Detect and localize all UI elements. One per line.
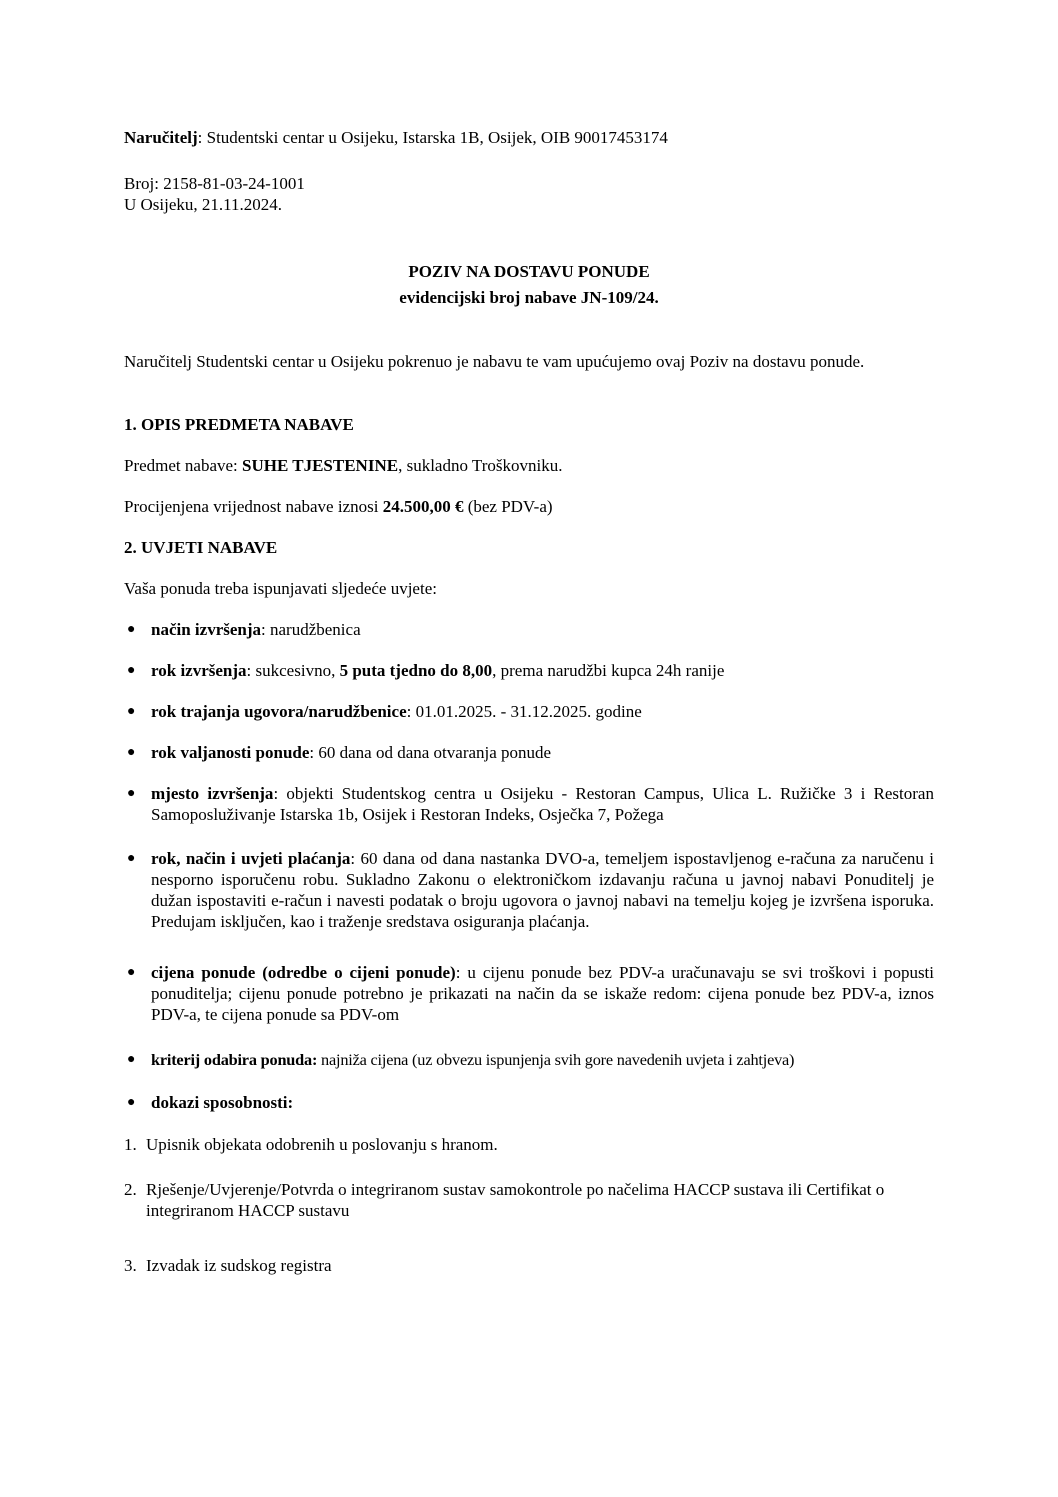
list-item: ● mjesto izvršenja: objekti Studentskog centra u Osijeku - Restoran Campus, Ulica L. Ružičke 3 i Restoran Samoposluživanje Istarska 1b, Osijek i Restoran Indeks, Osječka 7, Požega — [127, 784, 934, 824]
place-date: U Osijeku, 21.11.2024. — [124, 195, 283, 214]
subject-of-procurement: Predmet nabave: SUHE TJESTENINE, sukladno Troškovniku. — [124, 456, 563, 475]
list-item: ● rok izvršenja: sukcesivno, 5 puta tjedno do 8,00, prema narudžbi kupca 24h ranije — [127, 661, 725, 680]
list-item: ● rok trajanja ugovora/narudžbenice: 01.01.2025. - 31.12.2025. godine — [127, 702, 642, 721]
bullet-icon: ● — [127, 663, 136, 678]
contracting-authority-value: : Studentski centar u Osijeku, Istarska 1B, Osijek, OIB 90017453174 — [197, 128, 668, 147]
bullet-icon: ● — [127, 965, 136, 980]
list-item: ● kriterij odabira ponuda: najniža cijena (uz obvezu ispunjenja svih gore navedenih uvjeta i zahtjeva) — [127, 1050, 795, 1069]
estimated-value-amount: 24.500,00 € — [382, 497, 464, 516]
bullet-icon: ● — [127, 786, 136, 801]
list-item: ● rok, način i uvjeti plaćanja: 60 dana od dana nastanka DVO-a, temeljem ispostavljenog e-računa za naručenu i nesporno isporučenu robu. Sukladno Zakonu o elektroničkom izdavanju računa u javnoj nabavi Ponuditelj je dužan ispostaviti e-račun i navesti podatak o broju ugovora o javnoj nabavi na temelju kojeg je izvršena isporuka. Predujam isključen, kao i traženje sredstava osiguranja plaćanja. — [127, 849, 934, 931]
document-title — [124, 261, 934, 282]
section-1-heading: 1. OPIS PREDMETA NABAVE — [124, 415, 354, 434]
conditions-intro: Vaša ponuda treba ispunjavati sljedeće uvjete: — [124, 579, 437, 598]
list-item: ● cijena ponude (odredbe o cijeni ponude): u cijenu ponude bez PDV-a uračunavaju se svi troškovi i popusti ponuditelja; cijenu ponude potrebno je prikazati na način da se iskaže redom: cijena ponude bez PDV-a, iznos PDV-a, te cijena ponude sa PDV-om — [127, 963, 935, 1024]
bullet-icon: ● — [127, 851, 136, 866]
proof-item: 3. Izvadak iz sudskog registra — [124, 1256, 332, 1275]
bullet-icon: ● — [127, 1095, 136, 1110]
bullet-icon: ● — [127, 622, 136, 637]
procurement-number: evidencijski broj nabave JN-109/24. — [399, 288, 659, 307]
proof-item: 2. Rješenje/Uvjerenje/Potvrda o integriranom sustav samokontrole po načelima HACCP sustava ili Certifikat o integriranom HACCP sustavu — [124, 1180, 885, 1220]
list-item: ● način izvršenja: narudžbenica — [127, 620, 361, 639]
reference-number: Broj: 2158-81-03-24-1001 — [124, 174, 305, 193]
contracting-authority-label: Naručitelj — [124, 128, 198, 147]
bullet-icon: ● — [127, 704, 136, 719]
document-title-line1: POZIV NA DOSTAVU PONUDE — [408, 262, 650, 281]
intro-paragraph: Naručitelj Studentski centar u Osijeku pokrenuo je nabavu te vam upućujemo ovaj Poziv na dostavu ponude. — [124, 352, 865, 371]
proof-item: 1. Upisnik objekata odobrenih u poslovanju s hranom. — [124, 1135, 498, 1154]
estimated-value: Procijenjena vrijednost nabave iznosi 24.500,00 € (bez PDV-a) — [124, 497, 553, 516]
section-2-heading: 2. UVJETI NABAVE — [124, 538, 278, 557]
bullet-icon: ● — [127, 745, 136, 760]
list-item: ● rok valjanosti ponude: 60 dana od dana otvaranja ponude — [127, 743, 552, 762]
contracting-authority-line — [124, 127, 934, 148]
bullet-icon: ● — [127, 1052, 136, 1067]
document-subtitle — [124, 287, 934, 308]
subject-name: SUHE TJESTENINE — [242, 456, 399, 475]
list-item: ● dokazi sposobnosti: — [127, 1093, 294, 1112]
